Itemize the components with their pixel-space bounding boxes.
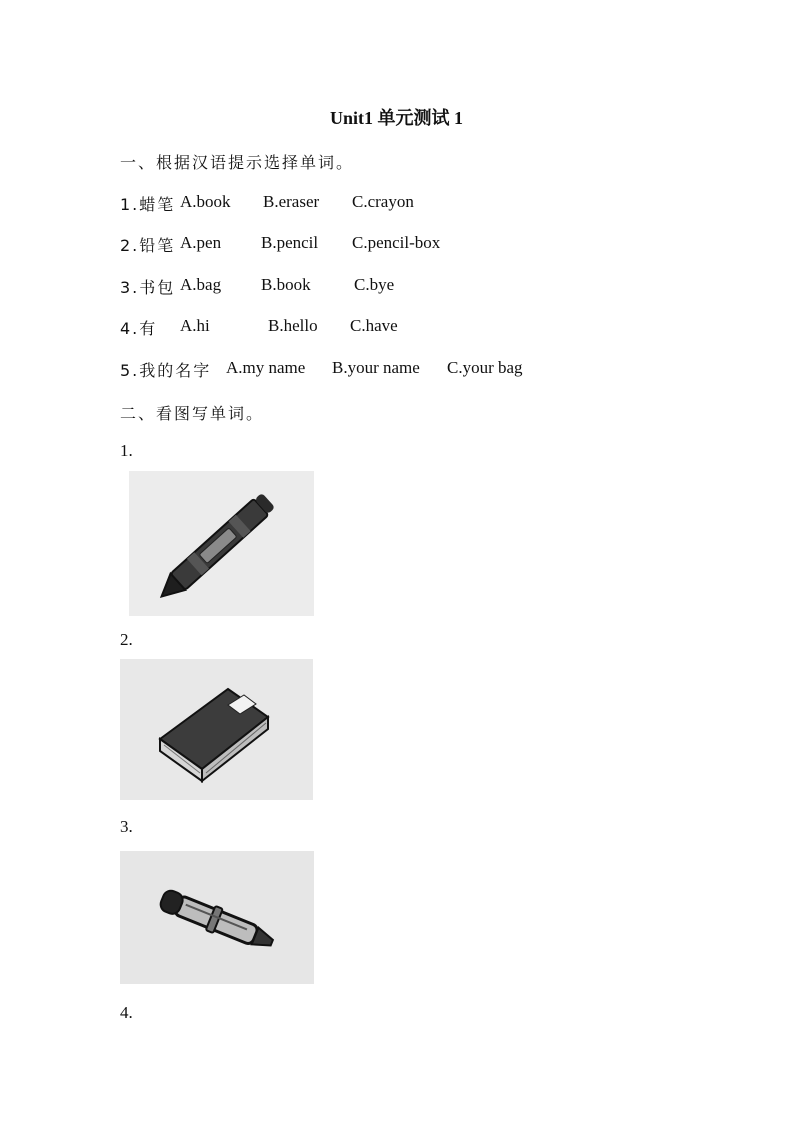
question-prompt: 2.铅笔 xyxy=(120,236,176,255)
pen-icon xyxy=(120,851,314,984)
option-a: A.pen xyxy=(180,233,222,252)
item-number: 1. xyxy=(120,441,133,460)
option-c: C.have xyxy=(350,316,398,335)
question-2 xyxy=(120,233,441,256)
option-c: C.pencil-box xyxy=(352,233,441,252)
item-number: 3. xyxy=(120,817,133,836)
option-b: B.book xyxy=(261,275,311,294)
question-1 xyxy=(120,192,414,215)
question-prompt: 3.书包 xyxy=(120,278,176,297)
option-a: A.hi xyxy=(180,316,210,335)
section2-heading: 二、看图写单词。 xyxy=(120,404,265,423)
pen-picture xyxy=(120,851,314,984)
option-c: C.your bag xyxy=(447,358,523,377)
question-3 xyxy=(120,275,395,298)
item-number: 4. xyxy=(120,1003,133,1022)
question-prompt: 1.蜡笔 xyxy=(120,195,176,214)
item-number: 2. xyxy=(120,630,133,649)
crayon-picture xyxy=(129,471,314,616)
option-b: B.eraser xyxy=(263,192,320,211)
page-title: Unit1 单元测试 1 xyxy=(329,108,463,128)
option-b: B.pencil xyxy=(261,233,319,252)
question-prompt: 5.我的名字 xyxy=(120,361,212,380)
book-picture xyxy=(120,659,313,800)
option-a: A.book xyxy=(180,192,231,211)
option-b: B.your name xyxy=(332,358,420,377)
question-5 xyxy=(120,358,523,381)
crayon-icon xyxy=(129,471,314,616)
book-icon xyxy=(120,659,313,800)
question-4 xyxy=(120,316,398,339)
option-a: A.bag xyxy=(180,275,222,294)
option-b: B.hello xyxy=(268,316,318,335)
option-a: A.my name xyxy=(226,358,306,377)
section1-heading: 一、根据汉语提示选择单词。 xyxy=(120,153,355,172)
option-c: C.crayon xyxy=(352,192,414,211)
question-prompt: 4.有 xyxy=(120,319,158,338)
option-c: C.bye xyxy=(354,275,395,294)
